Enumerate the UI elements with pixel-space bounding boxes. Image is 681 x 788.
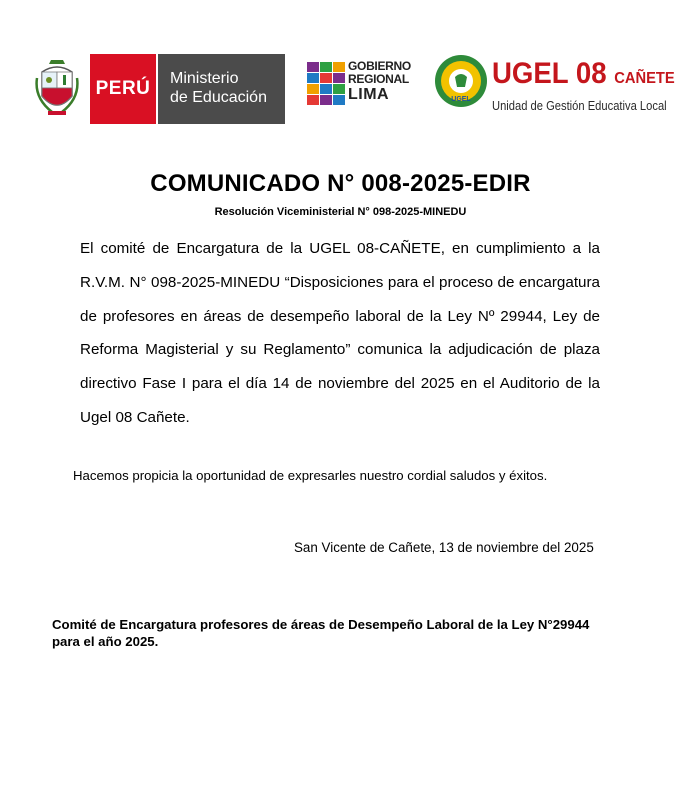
ministry-line1: Ministerio: [170, 70, 239, 87]
ugel-name-main: UGEL 08: [492, 57, 607, 90]
gobierno-regional-icon: [307, 62, 345, 106]
gr-line2: REGIONAL: [348, 72, 409, 86]
document-title: COMUNICADO N° 008-2025-EDIR: [150, 170, 531, 197]
gobierno-regional-logo-text: [348, 60, 411, 104]
gr-line3: LIMA: [348, 86, 390, 103]
body-paragraph: El comité de Encargatura de la UGEL 08-CAÑETE, en cumplimiento a la R.V.M. N° 098-2025-MINEDU “Disposiciones para el proceso de encargatura de profesores en áreas de desempeño laboral de la Ley Nº 29944, Ley de Reforma Magisterial y su Reglamento” comunica la adjudicación de plaza directivo Fase I para el día 14 de noviembre del 2025 en el Auditorio de la Ugel 08 Cañete.: [80, 240, 600, 426]
ugel-subtitle: Unidad de Gestión Educativa Local: [492, 98, 667, 113]
ugel-seal-icon: [434, 54, 488, 108]
ministry-line2: de Educación: [170, 89, 267, 106]
ugel-name: [492, 58, 675, 95]
document-subtitle: Resolución Viceministerial N° 098-2025-MINEDU: [214, 206, 467, 218]
ministry-logo: [158, 54, 285, 124]
closing-line: Hacemos propicia la oportunidad de expresarles nuestro cordial saludos y éxitos.: [73, 468, 548, 483]
peru-logo: [90, 54, 156, 124]
signature-block: Comité de Encargatura profesores de áreas de Desempeño Laboral de la Ley N°29944 para el año 2025.: [52, 617, 590, 649]
peru-label: PERÚ: [95, 78, 151, 99]
logo-header: [0, 0, 681, 140]
gr-line1: GOBIERNO: [348, 59, 411, 73]
ugel-seal-text: UGEL: [451, 96, 471, 103]
peru-coat-of-arms-icon: [34, 58, 80, 118]
ugel-city: CAÑETE: [614, 70, 675, 87]
date-line: San Vicente de Cañete, 13 de noviembre del 2025: [294, 540, 594, 555]
